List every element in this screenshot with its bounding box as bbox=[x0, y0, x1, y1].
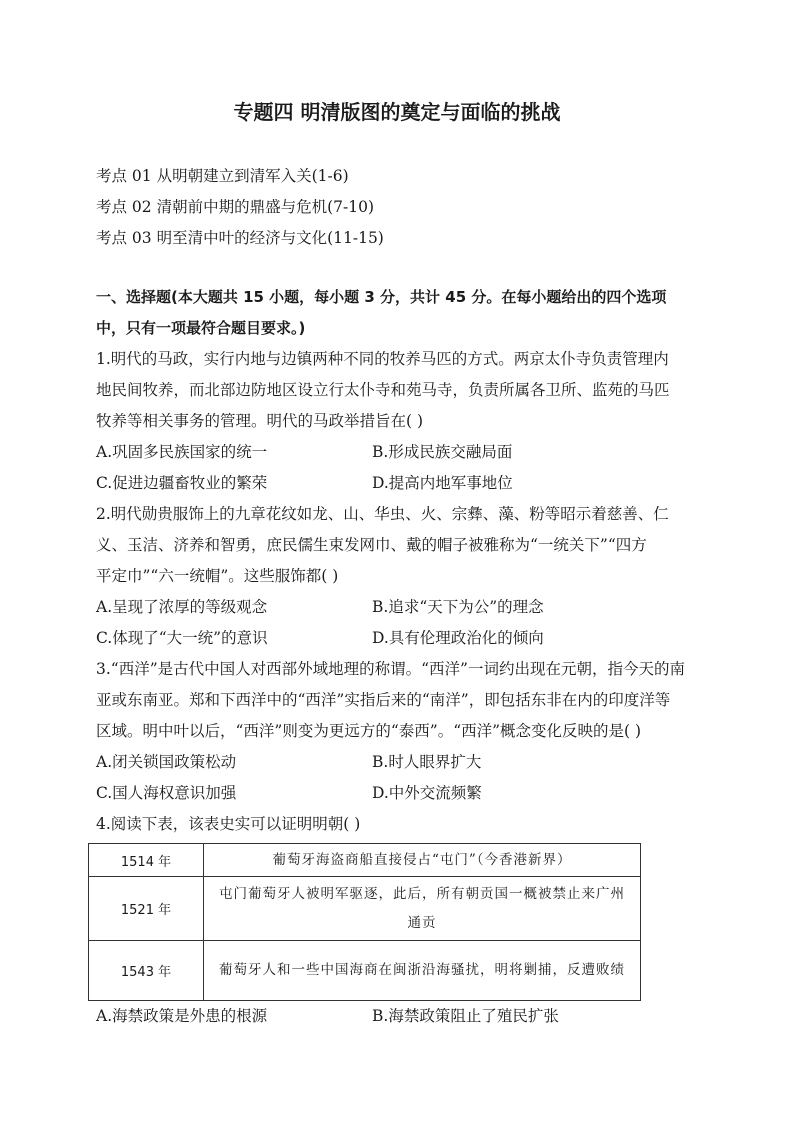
table-cell-event: 屯门葡萄牙人被明军驱逐，此后，所有朝贡国一概被禁止来广州通贡 bbox=[204, 877, 641, 941]
q3-option-a: A.闭关锁国政策松动 bbox=[96, 753, 237, 771]
q2-stem-line-3: 平定巾”“六一统帽”。这些服饰都( ) bbox=[96, 567, 339, 585]
exam-point-3: 考点 03 明至清中叶的经济与文化(11-15) bbox=[96, 229, 384, 247]
q3-stem-line-2: 亚或东南亚。郑和下西洋中的“西洋”实指后来的“南洋”，即包括东非在内的印度洋等 bbox=[96, 691, 671, 709]
section-heading-line-1: 一、选择题(本大题共 15 小题，每小题 3 分，共计 45 分。在每小题给出的四个选项 bbox=[96, 288, 667, 306]
q3-option-c: C.国人海权意识加强 bbox=[96, 784, 237, 802]
q1-option-a: A.巩固多民族国家的统一 bbox=[96, 443, 268, 461]
exam-point-2: 考点 02 清朝前中期的鼎盛与危机(7-10) bbox=[96, 198, 374, 216]
q4-option-a: A.海禁政策是外患的根源 bbox=[96, 1007, 268, 1025]
table-row bbox=[89, 844, 641, 877]
table-cell-event: 葡萄牙人和一些中国海商在闽浙沿海骚扰，明将剿捕，反遭败绩 bbox=[204, 941, 641, 1001]
q2-option-d: D.具有伦理政治化的倾向 bbox=[372, 629, 544, 647]
q2-stem-line-1: 2.明代勋贵服饰上的九章花纹如龙、山、华虫、火、宗彝、藻、粉等昭示着慈善、仁 bbox=[96, 505, 669, 523]
history-table bbox=[88, 843, 641, 1001]
table-row bbox=[89, 941, 641, 1001]
q4-stem-line-1: 4.阅读下表，该表史实可以证明明朝( ) bbox=[96, 815, 361, 833]
q2-option-a: A.呈现了浓厚的等级观念 bbox=[96, 598, 268, 616]
q1-option-c: C.促进边疆畜牧业的繁荣 bbox=[96, 474, 268, 492]
table-cell-year: 1543 年 bbox=[89, 941, 204, 1001]
page-title: 专题四 明清版图的奠定与面临的挑战 bbox=[233, 100, 561, 124]
section-heading-line-2: 中，只有一项最符合题目要求。) bbox=[96, 319, 306, 337]
q3-option-b: B.时人眼界扩大 bbox=[372, 753, 482, 771]
q3-stem-line-1: 3.“西洋”是古代中国人对西部外域地理的称谓。“西洋”一词约出现在元朝，指今天的南 bbox=[96, 660, 685, 678]
q2-option-c: C.体现了“大一统”的意识 bbox=[96, 629, 268, 647]
q1-option-d: D.提高内地军事地位 bbox=[372, 474, 513, 492]
q4-option-b: B.海禁政策阻止了殖民扩张 bbox=[372, 1007, 559, 1025]
q3-option-d: D.中外交流频繁 bbox=[372, 784, 482, 802]
q1-option-b: B.形成民族交融局面 bbox=[372, 443, 513, 461]
q1-stem-line-1: 1.明代的马政，实行内地与边镇两种不同的牧养马匹的方式。两京太仆寺负责管理内 bbox=[96, 350, 669, 368]
q2-option-b: B.追求“天下为公”的理念 bbox=[372, 598, 544, 616]
q1-stem-line-2: 地民间牧养，而北部边防地区设立行太仆寺和苑马寺，负责所属各卫所、监苑的马匹 bbox=[96, 381, 670, 399]
table-cell-event: 葡萄牙海盗商船直接侵占“屯门”（今香港新界） bbox=[204, 844, 641, 877]
table-cell-year: 1514 年 bbox=[89, 844, 204, 877]
q3-stem-line-3: 区域。明中叶以后，“西洋”则变为更远方的“泰西”。“西洋”概念变化反映的是( ) bbox=[96, 722, 642, 740]
q2-stem-line-2: 义、玉洁、济养和智勇，庶民儒生束发网巾、戴的帽子被雅称为“一统关下”“四方 bbox=[96, 536, 647, 554]
q1-stem-line-3: 牧养等相关事务的管理。明代的马政举措旨在( ) bbox=[96, 412, 424, 430]
exam-point-1: 考点 01 从明朝建立到清军入关(1-6) bbox=[96, 167, 349, 185]
table-cell-year: 1521 年 bbox=[89, 877, 204, 941]
table-row bbox=[89, 877, 641, 941]
